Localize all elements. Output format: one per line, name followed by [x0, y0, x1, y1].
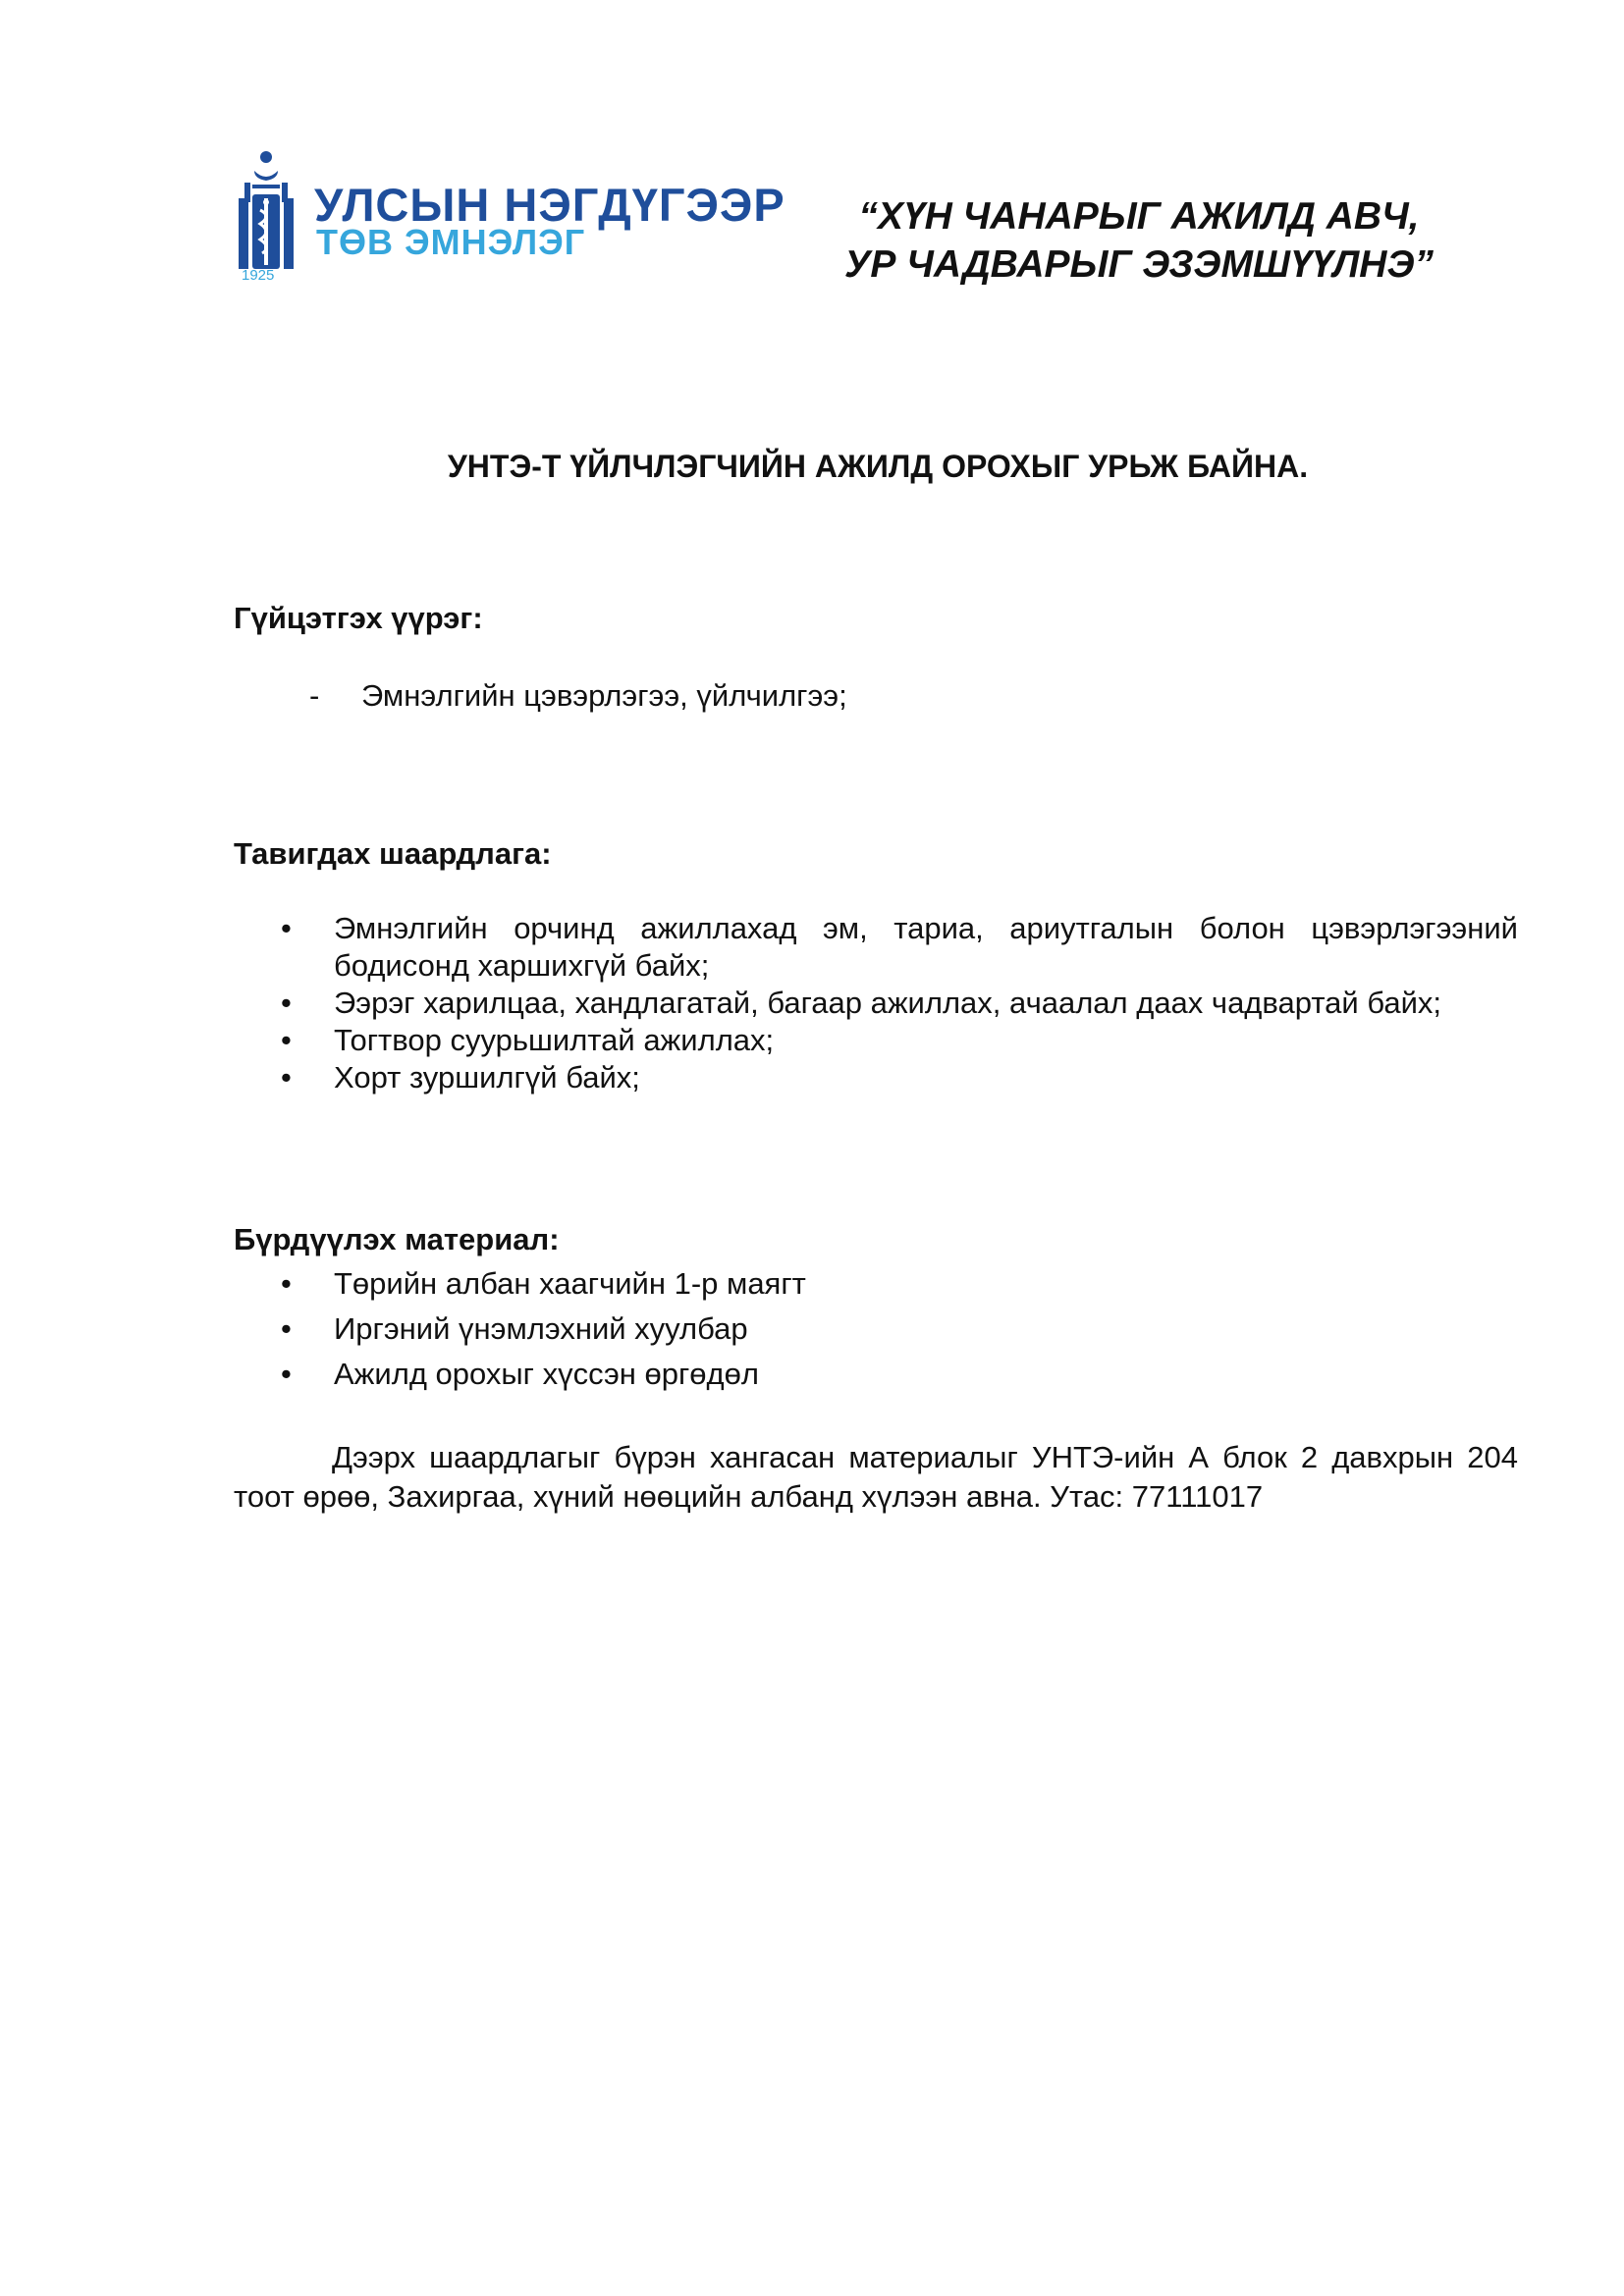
- requirement-text: Эмнэлгийн орчинд ажиллахад эм, тариа, ариутгалын болон цэвэрлэгээний бодисонд харшихгүй байх;: [334, 911, 1518, 983]
- bullet-marker: •: [281, 1060, 292, 1095]
- bullet-marker: •: [281, 1357, 292, 1391]
- material-text: Төрийн албан хаагчийн 1-р маягт: [334, 1266, 806, 1301]
- requirements-list: [281, 910, 1518, 1096]
- list-item: [281, 985, 1518, 1022]
- list-item: [281, 1310, 1518, 1348]
- logo-title-line1: УЛСЫН НЭГДҮГЭЭР: [314, 179, 785, 231]
- materials-list: [281, 1265, 1518, 1401]
- duties-heading: Гүйцэтгэх үүрэг:: [234, 601, 483, 635]
- requirements-heading: Тавигдах шаардлага:: [234, 836, 552, 871]
- list-item: [281, 910, 1518, 985]
- slogan-line2: УР ЧАДВАРЫГ ЭЗЭМШҮҮЛНЭ”: [844, 243, 1434, 286]
- bullet-marker: •: [281, 986, 292, 1020]
- bullet-marker: •: [281, 1266, 292, 1301]
- dash-marker: -: [309, 678, 320, 713]
- slogan-line1: “ХҮН ЧАНАРЫГ АЖИЛД АВЧ,: [858, 195, 1420, 238]
- duty-text: Эмнэлгийн цэвэрлэгээ, үйлчилгээ;: [361, 678, 847, 713]
- logo-founding-year: 1925: [242, 267, 275, 284]
- list-item: [281, 1265, 1518, 1303]
- slogan: [825, 192, 1453, 289]
- list-item: [281, 1059, 1518, 1096]
- logo-title-line2: ТӨВ ЭМНЭЛЭГ: [316, 222, 586, 262]
- material-text: Иргэний үнэмлэхний хуулбар: [334, 1311, 748, 1346]
- list-item: [281, 1022, 1518, 1059]
- page-title: УНТЭ-Т ҮЙЛЧЛЭГЧИЙН АЖИЛД ОРОХЫГ УРЬЖ БАЙНА.: [447, 449, 1309, 484]
- bullet-marker: •: [281, 911, 292, 945]
- materials-heading: Бүрдүүлэх материал:: [234, 1222, 560, 1256]
- closing-paragraph: Дээрх шаардлагыг бүрэн хангасан материалыг УНТЭ-ийн А блок 2 давхрын 204 тоот өрөө, Захиргаа, хүний нөөцийн албанд хүлээн авна. Утас: 77111017: [234, 1440, 1518, 1514]
- requirement-text: Ээрэг харилцаа, хандлагатай, багаар ажиллах, ачаалал даах чадвартай байх;: [334, 986, 1442, 1020]
- requirement-text: Хорт зуршилгүй байх;: [334, 1060, 640, 1095]
- bullet-marker: •: [281, 1311, 292, 1346]
- material-text: Ажилд орохыг хүссэн өргөдөл: [334, 1357, 759, 1391]
- requirement-text: Тогтвор суурьшилтай ажиллах;: [334, 1023, 775, 1057]
- list-item: [281, 1356, 1518, 1393]
- bullet-marker: •: [281, 1023, 292, 1057]
- soyombo-emblem-icon: [239, 149, 294, 287]
